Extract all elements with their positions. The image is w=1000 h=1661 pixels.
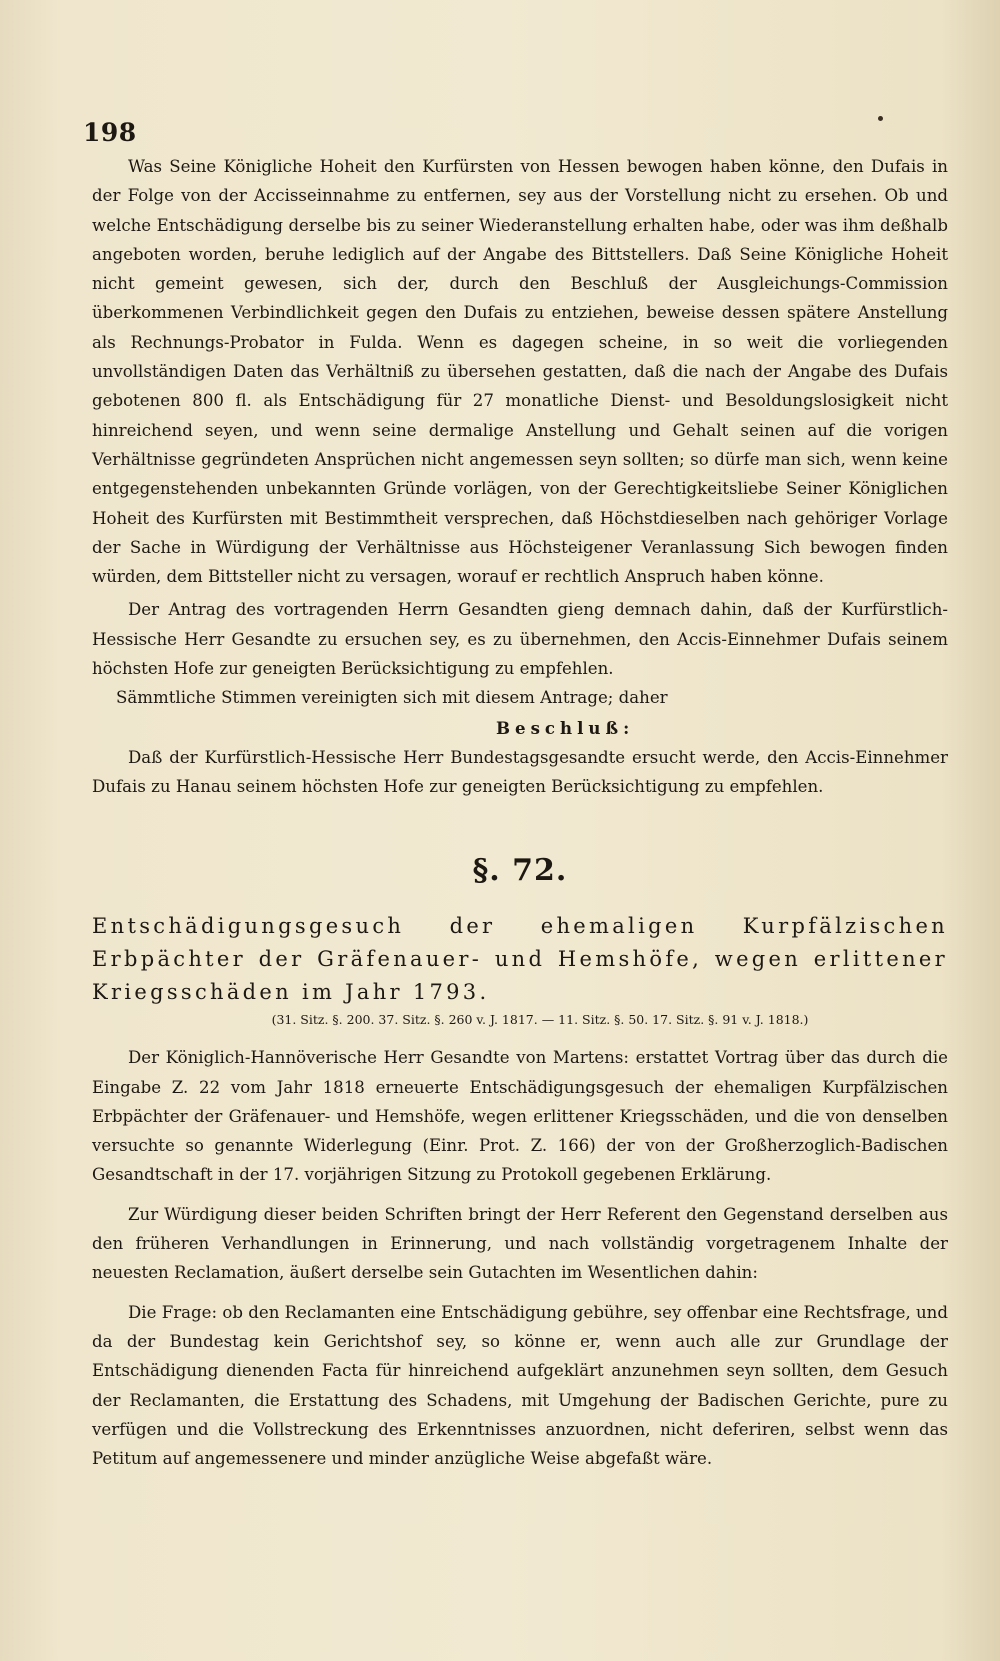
section-citation: (31. Sitz. §. 200. 37. Sitz. §. 260 v. J. 1817. — 11. Sitz. §. 50. 17. Sitz. §. 91 v. J. 1818.): [271, 1012, 809, 1028]
section-number: §. 72.: [472, 853, 568, 889]
paragraph-legal-question: Die Frage: ob den Reclamanten eine Entschädigung gebühre, sey offenbar eine Rechtsfrage, und da der Bundestag kein Gerichtshof sey, so könne er, wenn auch alle zur Grundlage der Entschädigung dienenden Facta für hinreichend aufgeklärt anzunehmen seyn sollten, dem Gesuch der Reclamanten, die Erstattung des Schadens, mit Umgehung der Badischen Gerichte, pure zu verfügen und die Vollstreckung des Erkenntnisses anzuordnen, nicht deferiren, selbst wenn das Petitum auf angemessenere und minder anzügliche Weise abgefaßt wäre.: [92, 1302, 948, 1469]
paragraph-report: Der Königlich-Hannöverische Herr Gesandte von Martens: erstattet Vortrag über das durch die Eingabe Z. 22 vom Jahr 1818 erneuerte Entschädigungsgesuch der ehemaligen Kurpfälzischen Erbpächter der Gräfenauer- und Hemshöfe, wegen erlittener Kriegsschäden, und die von denselben versuchte so genannte Widerlegung (Einr. Prot. Z. 166) der von der Großherzoglich-Badischen Gesandtschaft in der 17. vorjährigen Sitzung zu Protokoll gegebenen Erklärung.: [92, 1048, 948, 1185]
page-number: 198: [83, 118, 137, 147]
ink-dot: [878, 116, 883, 121]
paragraph-referent: Zur Würdigung dieser beiden Schriften bringt der Herr Referent den Gegenstand derselben aus den früheren Verhandlungen in Erinnerung, und nach vollständig vorgetragenem Inhalte der neuesten Reclamation, äußert derselbe sein Gutachten im Wesentlichen dahin:: [92, 1204, 948, 1283]
paragraph-motion: Der Antrag des vortragenden Herrn Gesandten gieng demnach dahin, daß der Kurfürstlich-Hessische Herr Gesandte zu ersuchen sey, es zu übernehmen, den Accis-Einnehmer Dufais seinem höchsten Hofe zur geneigten Berücksichtigung zu empfehlen.: [92, 600, 948, 679]
section-title: Entschädigungsgesuch der ehemaligen Kurpfälzischen Erbpächter der Gräfenauer- und Hemshöfe, wegen erlittener Kriegsschäden im Jahr 1793.: [92, 914, 948, 1005]
paragraph-resolution: Daß der Kurfürstlich-Hessische Herr Bundestagsgesandte ersucht werde, den Accis-Einnehmer Dufais zu Hanau seinem höchsten Hofe zur geneigten Berücksichtigung zu empfehlen.: [92, 747, 948, 796]
paragraph-dufais-assessment: Was Seine Königliche Hoheit den Kurfürsten von Hessen bewogen haben könne, den Dufais in der Folge von der Accisseinnahme zu entfernen, sey aus der Vorstellung nicht zu ersehen. Ob und welche Entschädigung derselbe bis zu seiner Wiederanstellung erhalten habe, oder was ihm deßhalb angeboten worden, beruhe lediglich auf der Angabe des Bittstellers. Daß Seine Königliche Hoheit nicht gemeint gewesen, sich der, durch den Beschluß der Ausgleichungs-Commission überkommenen Verbindlichkeit gegen den Dufais zu entziehen, beweise dessen spätere Anstellung als Rechnungs-Probator in Fulda. Wenn es dagegen scheine, in so weit die vorliegenden unvollständigen Daten das Verhältniß zu übersehen gestatten, daß die nach der Angabe des Dufais gebotenen 800 fl. als Entschädigung für 27 monatliche Dienst- und Besoldungslosigkeit nicht hinreichend seyen, und wenn seine dermalige Anstellung und Gehalt seinen auf die vorigen Verhältnisse gegründeten Ansprüchen nicht angemessen seyn sollten; so dürfe man sich, wenn keine entgegenstehenden unbekannten Gründe vorlägen, von der Gerechtigkeitsliebe Seiner Königlichen Hoheit des Kurfürsten mit Bestimmtheit versprechen, daß Höchstdieselben nach gehöriger Vorlage der Sache in Würdigung der Verhältnisse aus Höchsteigener Veranlassung Sich bewogen finden würden, dem Bittsteller nicht zu versagen, worauf er rechtlich Anspruch haben könne.: [92, 157, 948, 587]
resolution-heading: Beschluß:: [496, 717, 635, 738]
page-body: [92, 152, 948, 1473]
paragraph-votes: Sämmtliche Stimmen vereinigten sich mit diesem Antrage; daher: [116, 688, 668, 708]
